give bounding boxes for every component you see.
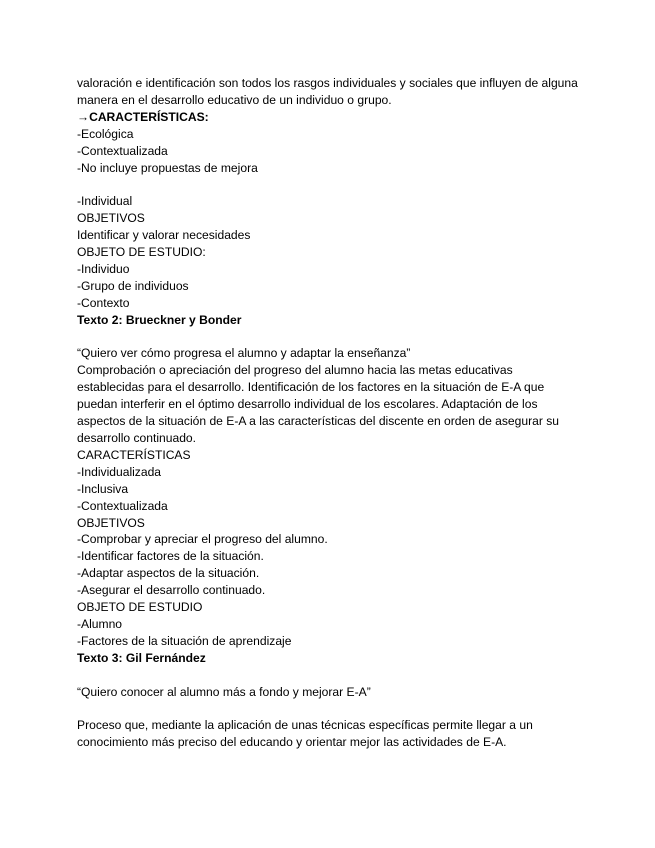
objetivos-heading: OBJETIVOS xyxy=(77,211,145,226)
objetivo-item: -Identificar factores de la situación. xyxy=(77,549,264,564)
texto2-objetivos-heading: OBJETIVOS xyxy=(77,515,145,530)
objetivo-item: -Asegurar el desarrollo continuado. xyxy=(77,583,266,598)
texto2-objeto-heading: OBJETO DE ESTUDIO xyxy=(77,600,203,615)
document-page xyxy=(77,75,582,751)
texto2-quote: “Quiero ver cómo progresa el alumno y adaptar la enseñanza” xyxy=(77,346,411,361)
caracteristica-item: -Ecológica xyxy=(77,126,134,141)
objeto-item: -Grupo de individuos xyxy=(77,278,189,293)
objetivo-item: -Adaptar aspectos de la situación. xyxy=(77,566,260,581)
objetivo-item: -Comprobar y apreciar el progreso del alumno. xyxy=(77,532,328,547)
texto3-quote: “Quiero conocer al alumno más a fondo y mejorar E-A” xyxy=(77,684,371,699)
caracteristica-item: -No incluye propuestas de mejora xyxy=(77,160,258,175)
objeto-heading: OBJETO DE ESTUDIO: xyxy=(77,245,206,260)
objetivo-item: Identificar y valorar necesidades xyxy=(77,228,251,243)
objeto-item: -Contexto xyxy=(77,295,130,310)
caracteristica-item: -Contextualizada xyxy=(77,143,168,158)
blank-line xyxy=(77,176,582,193)
caracteristica-item: -Inclusiva xyxy=(77,481,129,496)
caracteristica-item: -Individual xyxy=(77,194,133,209)
texto2-title: Texto 2: Brueckner y Bonder xyxy=(77,312,242,327)
caracteristica-item: -Individualizada xyxy=(77,464,162,479)
caracteristicas-heading: →CARACTERÍSTICAS: xyxy=(77,109,209,124)
texto2-body: Comprobación o apreciación del progreso del alumno hacia las metas educativas establecidas para el desarrollo. Identificación de los factores en la situación de E-A que puedan interferir en el óptimo desarrollo individual de los escolares. Adaptación de los aspectos de la situación de E-A a las características del discente en orden de asegurar su desarrollo continuado. xyxy=(77,363,560,445)
objeto-item: -Individuo xyxy=(77,261,130,276)
texto3-body: Proceso que, mediante la aplicación de unas técnicas específicas permite llegar a un conocimiento más preciso del educando y orientar mejor las actividades de E-A. xyxy=(77,718,533,750)
texto2-caracteristicas-heading: CARACTERÍSTICAS xyxy=(77,447,191,462)
intro-paragraph: valoración e identificación son todos los rasgos individuales y sociales que influyen de alguna manera en el desarrollo educativo de un individuo o grupo. xyxy=(77,76,578,107)
blank-line xyxy=(77,667,582,684)
blank-line xyxy=(77,329,582,346)
objeto-item: -Alumno xyxy=(77,616,123,631)
texto3-title: Texto 3: Gil Fernández xyxy=(77,650,206,665)
objeto-item: -Factores de la situación de aprendizaje xyxy=(77,633,292,648)
blank-line xyxy=(77,700,582,717)
caracteristica-item: -Contextualizada xyxy=(77,498,168,513)
